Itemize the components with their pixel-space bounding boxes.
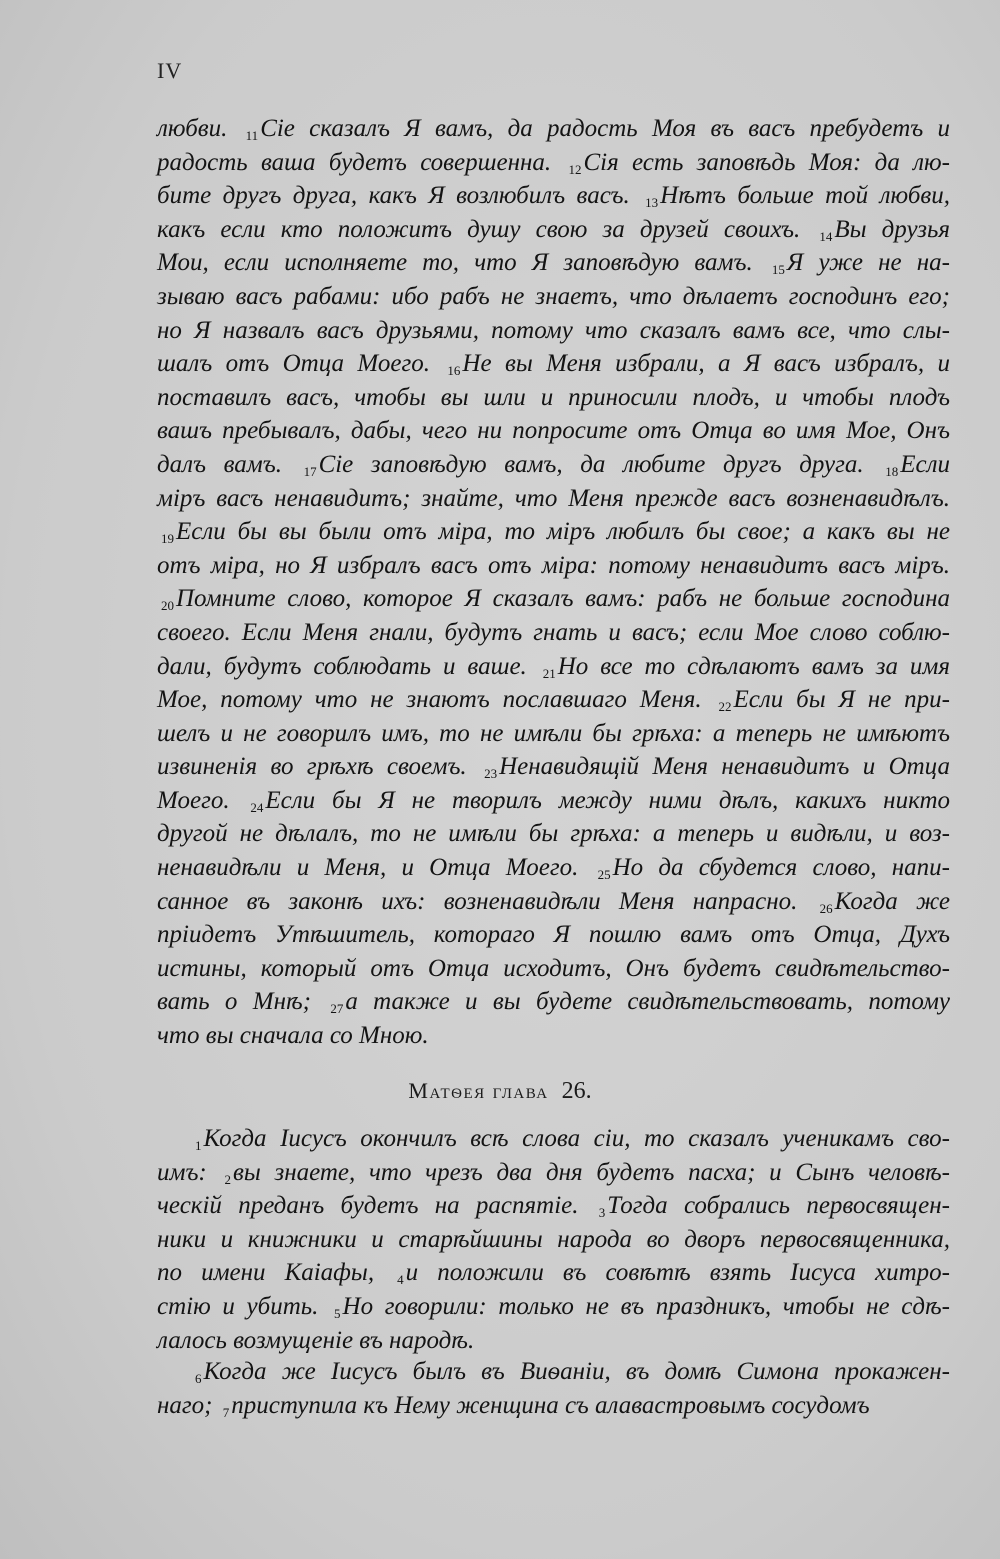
verse-text: Если: [900, 450, 950, 478]
verse-text: другой не дѣлалъ, то не имѣли бы грѣха: а теперь и видѣли, и воз-: [157, 820, 950, 848]
verse-text: Сія есть заповѣдь Моя: да лю-: [583, 148, 950, 176]
text-line: [157, 851, 950, 885]
verse-text: шелъ и не говорилъ имъ, то не имѣли бы грѣха: а теперь не имѣютъ: [157, 719, 950, 747]
text-line: [157, 1019, 950, 1053]
text-line: [157, 885, 950, 919]
verse-number: 3: [598, 1205, 606, 1221]
text-line: [157, 1122, 950, 1156]
verse-text: Помните слово, которое Я сказалъ вамъ: рабъ не больше господина: [176, 585, 950, 613]
verse-text: Но да сбудется слово, напи-: [612, 854, 950, 882]
text-line: [157, 549, 950, 583]
text-line: [157, 683, 950, 717]
verse-text: ники и книжники и старѣйшины народа во дворъ первосвященника,: [157, 1225, 950, 1253]
verse-number: 11: [245, 128, 259, 143]
verse-text: Сіе заповѣдую вамъ, да любите другъ друга.: [318, 450, 882, 478]
verse-text: Но все то сдѣлаютъ вамъ за имя: [557, 652, 950, 680]
chapter-number: 26.: [561, 1078, 592, 1104]
text-line: [157, 1290, 950, 1324]
verse-text: санное въ законѣ ихъ: возненавидѣли Меня напрасно.: [157, 887, 816, 915]
verse-text: истины, который отъ Отца исходитъ, Онъ будетъ свидѣтельство-: [157, 954, 950, 982]
verse-text: пріидетъ Утѣшитель, котораго Я пошлю вамъ отъ Отца, Духъ: [157, 921, 950, 949]
text-line: [157, 650, 950, 684]
chapter-heading: [0, 1078, 1000, 1105]
verse-text: имъ:: [157, 1158, 221, 1186]
verse-text: отъ міра, но Я избралъ васъ отъ міра: потому ненавидитъ васъ міръ.: [157, 551, 950, 579]
verse-text: какъ если кто положитъ душу свою за друзей своихъ.: [157, 215, 816, 243]
verse-text: и положили въ совѣтѣ взять Іисуса хитро-: [405, 1259, 950, 1287]
text-line: [157, 112, 950, 146]
verse-text: Ненавидящій Меня ненавидитъ и Отца: [499, 753, 950, 781]
text-line: [157, 952, 950, 986]
verse-number: 13: [645, 195, 659, 211]
text-line: [157, 1355, 950, 1389]
verse-text: поставилъ васъ, чтобы вы шли и приносили плодъ, и чтобы плодъ: [157, 383, 950, 411]
text-line: [157, 1389, 950, 1423]
verse-text: Не вы Меня избрали, а Я васъ избралъ, и: [462, 350, 950, 378]
text-line: [157, 515, 950, 549]
verse-text: далъ вамъ.: [157, 450, 300, 478]
verse-text: что вы сначала со Мною.: [157, 1022, 429, 1050]
scripture-passage-matthew-26-part-1: [157, 1122, 950, 1357]
text-line: [157, 280, 950, 314]
verse-text: стію и убить.: [157, 1292, 331, 1320]
verse-text: Тогда собрались первосвящен-: [607, 1192, 950, 1220]
text-line: [157, 146, 950, 180]
verse-number: 27: [330, 1001, 344, 1017]
text-line: [157, 1324, 950, 1358]
text-line: [157, 1223, 950, 1257]
verse-number: 24: [250, 799, 264, 815]
verse-text: но Я назвалъ васъ друзьями, потому что сказалъ вамъ все, что слы-: [157, 316, 950, 344]
verse-text: Когда же: [834, 887, 950, 915]
page-number: IV: [157, 58, 183, 83]
verse-text: по имени Каіафы,: [157, 1259, 394, 1287]
text-line: [157, 1189, 950, 1223]
text-line: [157, 817, 950, 851]
text-line: [157, 1256, 950, 1290]
verse-number: 25: [597, 867, 611, 883]
text-line: [157, 1156, 950, 1190]
verse-number: 17: [303, 463, 317, 479]
verse-number: 7: [222, 1404, 230, 1420]
verse-number: 26: [819, 900, 833, 916]
verse-text: Вы друзья: [834, 215, 950, 243]
verse-text: приступила къ Нему женщина съ алавастровымъ сосудомъ: [231, 1391, 870, 1419]
verse-number: 21: [542, 665, 556, 681]
verse-text: Если бы вы были отъ міра, то міръ любилъ бы свое; а какъ вы не: [176, 518, 950, 546]
verse-text: шалъ отъ Отца Моего.: [157, 350, 444, 378]
verse-text: Когда же Іисусъ былъ въ Виѳаніи, въ домѣ Симона прокажен-: [203, 1358, 950, 1385]
verse-number: 2: [224, 1171, 231, 1187]
text-line: [157, 448, 950, 482]
verse-text: ческій преданъ будетъ на распятіе.: [157, 1192, 595, 1220]
verse-number: 4: [397, 1272, 404, 1288]
text-line: [157, 750, 950, 784]
verse-text: міръ васъ ненавидитъ; знайте, что Меня прежде васъ возненавидѣлъ.: [157, 484, 950, 512]
scripture-passage-matthew-26-part-2: [157, 1355, 950, 1422]
verse-number: 16: [447, 363, 461, 379]
verse-text: своего. Если Меня гнали, будутъ гнать и васъ; если Мое слово соблю-: [157, 618, 950, 646]
verse-text: дали, будутъ соблюдать и ваше.: [157, 652, 539, 680]
text-line: [157, 918, 950, 952]
text-line: [157, 179, 950, 213]
verse-text: радость ваша будетъ совершенна.: [157, 148, 565, 176]
verse-number: 14: [819, 228, 833, 244]
verse-text: ненавидѣли и Меня, и Отца Моего.: [157, 854, 594, 882]
verse-text: зываю васъ рабами: ибо рабъ не знаетъ, что дѣлаетъ господинъ его;: [157, 282, 950, 310]
text-line: [157, 213, 950, 247]
verse-text: Мои, если исполняете то, что Я заповѣдую вамъ.: [157, 249, 768, 277]
verse-text: Нѣтъ больше той любви,: [660, 182, 950, 210]
scripture-passage-john-15: [157, 112, 950, 1053]
text-line: [157, 347, 950, 381]
verse-text: Когда Іисусъ окончилъ всѣ слова сіи, то сказалъ ученикамъ сво-: [203, 1125, 950, 1152]
text-line: [157, 985, 950, 1019]
verse-number: 5: [334, 1305, 341, 1321]
verse-text: извиненія во грѣхѣ своемъ.: [157, 753, 481, 781]
text-line: [157, 381, 950, 415]
verse-number: 19: [161, 531, 174, 547]
verse-number: 6: [195, 1371, 202, 1386]
verse-text: Сіе сказалъ Я вамъ, да радость Моя въ васъ пребудетъ и: [260, 115, 950, 142]
verse-text: вашъ пребывалъ, дабы, чего ни попросите отъ Отца во имя Мое, Онъ: [157, 417, 950, 445]
text-line: [157, 616, 950, 650]
verse-text: Но говорили: только не въ праздникъ, чтобы не сдѣ-: [342, 1292, 951, 1320]
text-line: [157, 717, 950, 751]
verse-text: любви.: [157, 115, 242, 142]
chapter-heading-text: Матѳея глава: [408, 1078, 549, 1103]
verse-text: лалось возмущеніе въ народѣ.: [157, 1326, 475, 1354]
text-line: [157, 784, 950, 818]
verse-number: 22: [718, 699, 732, 715]
verse-text: наго;: [157, 1391, 219, 1419]
verse-text: Мое, потому что не знаютъ пославшаго Меня.: [157, 686, 715, 714]
verse-number: 1: [195, 1138, 202, 1153]
text-line: [157, 246, 950, 280]
text-line: [157, 582, 950, 616]
text-line: [157, 314, 950, 348]
verse-number: 15: [771, 262, 785, 278]
verse-text: Моего.: [157, 786, 247, 814]
verse-number: 20: [161, 598, 174, 614]
text-line: [157, 414, 950, 448]
verse-text: вать о Мнѣ;: [157, 988, 327, 1016]
verse-number: 12: [568, 161, 582, 177]
verse-text: бите другъ друга, какъ Я возлюбилъ васъ.: [157, 182, 642, 210]
verse-text: Я уже не на-: [786, 249, 950, 277]
text-line: [157, 482, 950, 516]
verse-number: 23: [484, 766, 498, 782]
verse-text: Если бы Я не творилъ между ними дѣлъ, какихъ никто: [265, 786, 950, 814]
verse-number: 18: [885, 463, 899, 479]
verse-text: а также и вы будете свидѣтельствовать, потому: [345, 988, 950, 1016]
verse-text: Если бы Я не при-: [733, 686, 950, 714]
verse-text: вы знаете, что чрезъ два дня будетъ пасха; и Сынъ человѣ-: [232, 1158, 950, 1186]
